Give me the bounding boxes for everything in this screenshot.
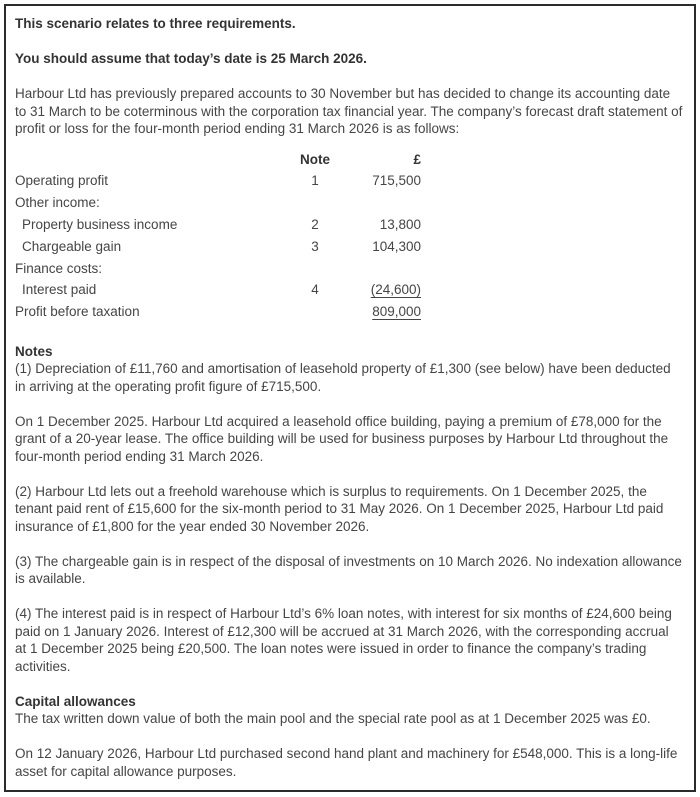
row-label: Finance costs: [15, 260, 103, 276]
note-2-paragraph: (2) Harbour Ltd lets out a freehold warehouse which is surplus to requirements. On 1 December 2025, the tenant paid rent of £15,600 for the six-month period to 31 May 2026. On 1 December 2025, Harbour Ltd paid insurance of £1,800 for the year ended 30 November 2026. [15, 483, 664, 534]
capital-allowances-paragraph-2: On 12 January 2026, Harbour Ltd purchased second hand plant and machinery for £548,000. This is a long-life asset for capital allowance purposes. [15, 746, 678, 779]
row-amount: 104,300 [372, 238, 421, 254]
note-column-header: Note [300, 151, 330, 167]
note-3-paragraph: (3) The chargeable gain is in respect of the disposal of investments on 10 March 2026. No indexation allowance is available. [15, 553, 682, 587]
intro-paragraph: Harbour Ltd has previously prepared accounts to 30 November but has decided to change its accounting date to 31 March to be coterminous with the corporation tax financial year. The company’s forecast draft statement of profit or loss for the four-month period ending 31 March 2026 is as follows: [15, 86, 683, 136]
table-row-interest-paid [15, 279, 683, 301]
note-4-paragraph: (4) The interest paid is in respect of Harbour Ltd’s 6% loan notes, with interest for six months of £24,600 being paid on 1 January 2026. Interest of £12,300 will be accrued at 31 March 2026, with the corresponding accrual at 1 December 2025 being £20,500. The loan notes were issued in order to finance the company’s trading activities. [15, 606, 672, 674]
date-assumption-heading: You should assume that today’s date is 25 March 2026. [15, 51, 367, 66]
table-row-property-business-income [15, 214, 683, 236]
row-note-ref: 4 [311, 282, 319, 298]
amount-column-header: £ [413, 151, 421, 167]
table-header-row [15, 149, 683, 171]
table-row-chargeable-gain [15, 236, 683, 258]
row-amount: (24,600) [370, 282, 421, 298]
table-row-other-income [15, 192, 683, 214]
row-note-ref: 1 [311, 173, 319, 189]
row-amount: 809,000 [372, 304, 421, 320]
row-label: Operating profit [15, 173, 109, 189]
table-row-operating-profit [15, 170, 683, 192]
table-row-finance-costs [15, 257, 683, 279]
row-note-ref: 2 [311, 217, 319, 233]
capital-allowances-heading: Capital allowances [15, 693, 136, 709]
row-amount: 13,800 [379, 217, 421, 233]
note-1-continued-paragraph: On 1 December 2025. Harbour Ltd acquired a leasehold office building, paying a premium of £78,000 for the grant of a 20-year lease. The office building will be used for business purposes by Harbour Ltd throughout the four-month period ending 31 March 2026. [15, 413, 669, 464]
scenario-heading: This scenario relates to three requirements. [15, 16, 296, 31]
note-1-paragraph: (1) Depreciation of £11,760 and amortisation of leasehold property of £1,300 (see below) have been deducted in arriving at the operating profit figure of £715,500. [15, 361, 671, 394]
row-note-ref: 3 [311, 238, 319, 254]
row-label: Other income: [15, 195, 100, 211]
profit-loss-statement-table [15, 149, 683, 323]
capital-allowances-paragraph-1: The tax written down value of both the main pool and the special rate pool as at 1 December 2025 was £0. [15, 711, 651, 727]
row-amount: 715,500 [372, 173, 421, 189]
row-label: Property business income [22, 217, 178, 233]
table-row-profit-before-taxation [15, 301, 683, 323]
notes-heading: Notes [15, 343, 53, 359]
row-label: Interest paid [22, 282, 97, 298]
exam-scenario-page [4, 4, 696, 792]
row-label: Profit before taxation [15, 304, 140, 320]
row-label: Chargeable gain [22, 238, 122, 254]
